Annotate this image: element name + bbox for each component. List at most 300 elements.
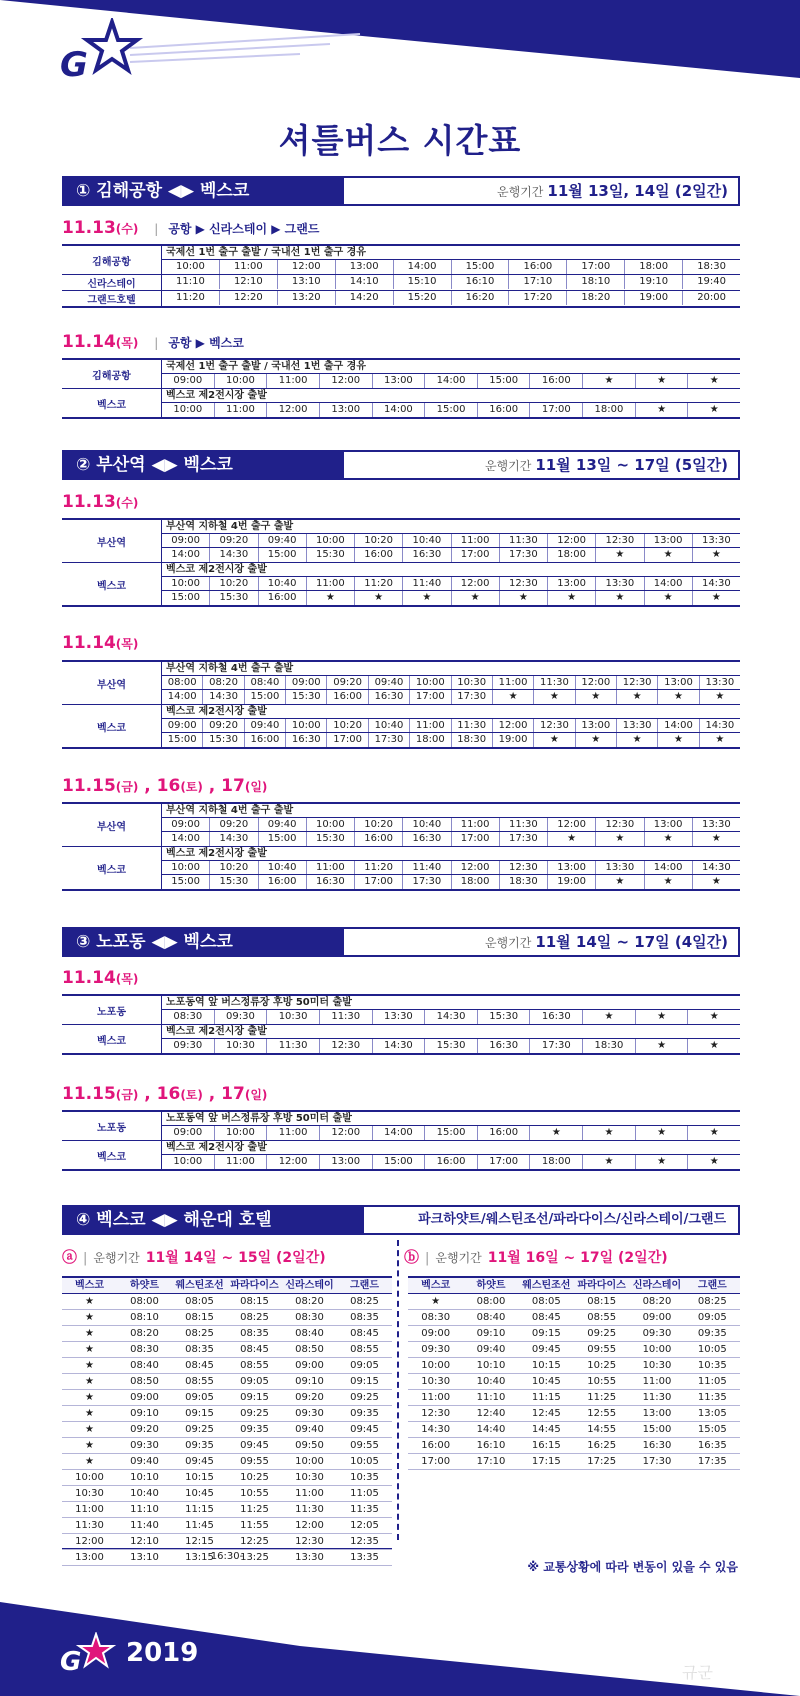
departure-time: 09:40	[245, 719, 286, 732]
table-cell: 08:45	[350, 1328, 379, 1339]
departure-time: ★	[711, 549, 721, 560]
departure-time: 16:30	[369, 690, 410, 704]
departure-time: 11:20	[355, 861, 403, 874]
departure-note: 노포동역 앞 버스정류장 후방 50미터 출발	[162, 1112, 740, 1126]
station-times	[162, 1112, 740, 1140]
departure-time: 12:00	[548, 534, 596, 547]
table-cell: 09:10	[476, 1328, 506, 1339]
departure-note: 노포동역 앞 버스정류장 후방 50미터 출발	[162, 996, 740, 1010]
departure-time: 13:00	[645, 534, 693, 547]
table-cell: ★	[85, 1296, 94, 1307]
departure-time: 19:10	[625, 275, 683, 289]
departure-time: 10:20	[355, 534, 403, 547]
table-cell: 09:05	[697, 1312, 727, 1323]
departure-time: 14:00	[373, 403, 426, 417]
table-cell: ★	[85, 1456, 94, 1467]
departure-time: 14:00	[425, 374, 478, 388]
departure-time: 15:00	[425, 403, 478, 417]
departure-time: 13:30	[596, 861, 644, 874]
table-cell: 09:15	[531, 1328, 561, 1339]
station-label: 부산역	[62, 662, 162, 704]
table-cell: ★	[85, 1392, 94, 1403]
departure-time: 11:30	[534, 676, 575, 689]
departure-time: 10:20	[355, 818, 403, 831]
departure-time: 10:00	[410, 676, 451, 689]
station-row	[62, 389, 740, 419]
station-times	[162, 996, 740, 1024]
departure-note: 국제선 1번 출구 출발 / 국내선 1번 출구 경유	[162, 246, 740, 260]
departure-time: 12:00	[548, 818, 596, 831]
table-cell: 08:20	[295, 1296, 324, 1307]
departure-time: 09:00	[162, 818, 210, 831]
table-cell: 13:05	[697, 1408, 727, 1419]
table-cell: 11:25	[587, 1392, 617, 1403]
table-cell: 14:55	[587, 1424, 617, 1435]
station-row	[62, 360, 740, 389]
departure-time: ★	[596, 548, 644, 562]
departure-time: ★	[709, 1127, 719, 1138]
table-cell: 09:55	[240, 1456, 269, 1467]
table-cell: 17:35	[697, 1456, 727, 1467]
table-cell: 13:15	[185, 1552, 214, 1563]
table-row	[62, 1294, 392, 1310]
departure-time: 15:00	[259, 548, 307, 562]
sub-head-b: ⓑ | 운행기간 11월 16일 ~ 17일 (2일간)	[404, 1248, 668, 1266]
departure-time: 11:20	[162, 291, 220, 305]
departure-time: 17:30	[369, 733, 410, 747]
section-3-title: ③ 노포동 ◀▶ 벡스코	[64, 929, 344, 955]
table-cell: 09:55	[587, 1344, 617, 1355]
table-header	[408, 1278, 740, 1294]
table-cell: 09:45	[531, 1344, 561, 1355]
table-cell: 08:25	[697, 1296, 727, 1307]
departure-time: ★	[636, 1039, 689, 1053]
departure-time: 12:00	[267, 403, 320, 417]
departure-time: ★	[534, 733, 575, 747]
station-label: 신라스테이	[62, 275, 162, 290]
station-row	[62, 246, 740, 275]
table-cell: 08:15	[185, 1312, 214, 1323]
departure-time: 20:00	[697, 292, 727, 303]
table-cell: 16:00	[421, 1440, 451, 1451]
table-cell: ★	[85, 1344, 94, 1355]
table-cell: 10:55	[240, 1488, 269, 1499]
station-label: 노포동	[62, 1112, 162, 1140]
station-label: 벡스코	[62, 847, 162, 889]
table-cell: 09:40	[295, 1424, 324, 1435]
section-2-header	[62, 450, 740, 480]
station-label: 그랜드호텔	[62, 291, 162, 306]
departure-time: 09:00	[162, 719, 203, 732]
table-cell: 08:40	[130, 1360, 159, 1371]
station-label: 벡스코	[62, 1025, 162, 1053]
departure-time: 10:00	[162, 1155, 215, 1169]
table-cell: 16:30	[642, 1440, 672, 1451]
table-cell: 09:45	[350, 1424, 379, 1435]
departure-time: 11:30	[267, 1039, 320, 1053]
last-departure-label: 16:30-	[62, 1548, 392, 1562]
table-cell: 08:40	[476, 1312, 506, 1323]
table-cell: 09:35	[185, 1440, 214, 1451]
station-label: 부산역	[62, 520, 162, 562]
table-cell: 12:35	[350, 1536, 379, 1547]
day-heading: 11.13(수)	[62, 492, 139, 512]
table-row	[62, 1326, 392, 1342]
table-cell: 10:40	[476, 1376, 506, 1387]
departure-time: 14:30	[373, 1039, 426, 1053]
table-row	[62, 1390, 392, 1406]
departure-time: 12:20	[220, 291, 278, 305]
table-row	[62, 1454, 392, 1470]
departure-time: ★	[548, 832, 596, 846]
station-times	[162, 389, 740, 417]
column-header: 하얏트	[476, 1280, 506, 1291]
station-label: 벡스코	[62, 563, 162, 605]
column-header: 벡스코	[75, 1280, 104, 1291]
departure-time: 11:20	[355, 577, 403, 590]
table-row	[408, 1358, 740, 1374]
section-1-header	[62, 176, 740, 206]
column-header: 그랜드	[350, 1280, 379, 1291]
departure-time: 17:30	[403, 875, 451, 889]
column-header: 웨스틴조선	[522, 1280, 571, 1291]
departure-time: 10:00	[162, 403, 215, 417]
table-cell: 08:25	[350, 1296, 379, 1307]
departure-time: 18:10	[567, 275, 625, 289]
departure-time: 16:00	[259, 875, 307, 889]
section-4-hotels: 파크하얏트/웨스틴조선/파라다이스/신라스테이/그랜드	[418, 1212, 726, 1227]
time-row	[162, 1126, 740, 1140]
svg-text:G: G	[60, 1647, 82, 1674]
departure-time: 15:00	[162, 591, 210, 605]
departure-time: ★	[645, 591, 693, 605]
station-row	[62, 1112, 740, 1141]
station-times	[162, 563, 740, 605]
departure-time: 14:10	[336, 275, 394, 289]
departure-time: 11:00	[215, 403, 268, 417]
table-row	[408, 1294, 740, 1310]
table-a	[62, 1276, 392, 1566]
table-cell: 12:15	[185, 1536, 214, 1547]
departure-time: 13:30	[373, 1010, 426, 1024]
table-cell: 10:35	[697, 1360, 727, 1371]
table-cell: 09:00	[642, 1312, 672, 1323]
departure-time: 18:30	[452, 733, 493, 747]
table-cell: 13:35	[350, 1552, 379, 1563]
departure-time: 16:10	[452, 275, 510, 289]
departure-time: 18:00	[410, 733, 451, 747]
footer-logo	[60, 1632, 198, 1674]
table-row	[62, 1374, 392, 1390]
table-cell: 10:35	[350, 1472, 379, 1483]
departure-time: 15:30	[286, 690, 327, 704]
departure-time: 11:00	[267, 1126, 320, 1140]
time-row	[162, 374, 740, 388]
table-cell: 10:15	[185, 1472, 214, 1483]
departure-time: 15:00	[245, 690, 286, 704]
table-cell: 09:45	[185, 1456, 214, 1467]
departure-time: 11:00	[307, 577, 355, 590]
departure-time: 11:00	[493, 676, 534, 689]
table-cell: 10:10	[130, 1472, 159, 1483]
departure-time: ★	[711, 592, 721, 603]
departure-time: 13:30	[701, 819, 731, 830]
station-label: 벡스코	[62, 389, 162, 417]
station-row	[62, 1141, 740, 1171]
departure-time: 11:30	[500, 818, 548, 831]
timetable	[62, 518, 740, 607]
departure-note: 부산역 지하철 4번 출구 출발	[162, 662, 740, 676]
departure-time: 17:00	[452, 832, 500, 846]
departure-time: 13:30	[596, 577, 644, 590]
departure-time: ★	[709, 1156, 719, 1167]
station-times	[162, 662, 740, 704]
departure-time: 12:00	[267, 1155, 320, 1169]
time-row	[162, 1155, 740, 1169]
table-cell: 08:55	[587, 1312, 617, 1323]
table-cell: 15:00	[642, 1424, 672, 1435]
departure-time: 14:30	[210, 832, 258, 846]
departure-time: 17:30	[500, 832, 548, 846]
table-cell: 09:15	[240, 1392, 269, 1403]
departure-time: 18:00	[625, 260, 683, 274]
departure-time: 17:00	[530, 403, 583, 417]
departure-time: 18:30	[697, 261, 727, 272]
timetable	[62, 660, 740, 749]
station-row	[62, 275, 740, 291]
table-cell: 09:05	[350, 1360, 379, 1371]
departure-time: 10:00	[162, 577, 210, 590]
departure-time: 08:00	[162, 676, 203, 689]
departure-time: ★	[493, 690, 534, 704]
departure-time: 15:00	[162, 875, 210, 889]
departure-time: ★	[617, 690, 658, 704]
table-cell: 10:30	[421, 1376, 451, 1387]
departure-time: 11:00	[410, 719, 451, 732]
table-row	[62, 1310, 392, 1326]
departure-time: 13:00	[320, 1155, 373, 1169]
departure-time: ★	[307, 591, 355, 605]
departure-time: 12:30	[596, 818, 644, 831]
departure-time: 12:00	[493, 719, 534, 732]
departure-time: 11:30	[500, 534, 548, 547]
departure-time: 13:00	[320, 403, 373, 417]
station-row	[62, 662, 740, 705]
table-cell: 10:30	[642, 1360, 672, 1371]
departure-time: 16:30	[403, 548, 451, 562]
table-cell: 16:10	[476, 1440, 506, 1451]
departure-time: 17:00	[452, 548, 500, 562]
table-cell: 08:15	[240, 1296, 269, 1307]
departure-time: ★	[709, 404, 719, 415]
table-cell: 14:30	[421, 1424, 451, 1435]
departure-time: 16:30	[530, 1010, 583, 1024]
table-cell: 17:15	[531, 1456, 561, 1467]
departure-time: 10:40	[259, 577, 307, 590]
table-cell: 09:35	[240, 1424, 269, 1435]
departure-time: 17:00	[327, 733, 368, 747]
departure-time: ★	[355, 591, 403, 605]
table-b	[408, 1276, 740, 1470]
departure-time: 13:30	[705, 677, 735, 688]
table-cell: 13:00	[75, 1552, 104, 1563]
departure-time: 12:00	[320, 1126, 373, 1140]
station-row	[62, 996, 740, 1025]
departure-time: 15:30	[478, 1010, 531, 1024]
departure-note: 부산역 지하철 4번 출구 출발	[162, 520, 740, 534]
departure-time: ★	[596, 591, 644, 605]
departure-time: 16:00	[478, 403, 531, 417]
table-cell: 09:40	[476, 1344, 506, 1355]
station-times	[162, 291, 740, 306]
table-cell: 12:45	[531, 1408, 561, 1419]
station-row	[62, 563, 740, 607]
time-row	[162, 676, 740, 690]
table-cell: 08:50	[130, 1376, 159, 1387]
departure-time: 16:00	[509, 260, 567, 274]
station-times	[162, 1141, 740, 1169]
departure-time: ★	[711, 833, 721, 844]
departure-time: ★	[711, 876, 721, 887]
departure-time: ★	[709, 375, 719, 386]
departure-note: 부산역 지하철 4번 출구 출발	[162, 804, 740, 818]
column-header: 벡스코	[421, 1280, 451, 1291]
time-row	[162, 577, 740, 591]
time-row	[162, 690, 740, 704]
departure-time: 12:00	[452, 577, 500, 590]
table-cell: 16:25	[587, 1440, 617, 1451]
table-row	[62, 1438, 392, 1454]
departure-time: 16:00	[245, 733, 286, 747]
departure-time: 17:30	[530, 1039, 583, 1053]
table-cell: 17:10	[476, 1456, 506, 1467]
table-cell: 08:35	[350, 1312, 379, 1323]
table-cell: 08:30	[295, 1312, 324, 1323]
departure-time: ★	[715, 691, 725, 702]
departure-time: 17:10	[509, 275, 567, 289]
table-row	[408, 1374, 740, 1390]
table-cell: 10:25	[587, 1360, 617, 1371]
section-3-header	[62, 927, 740, 957]
section-2-period: 운행기간 11월 13일 ~ 17일 (5일간)	[484, 456, 728, 474]
departure-time: ★	[636, 1126, 689, 1140]
table-cell: ★	[85, 1440, 94, 1451]
departure-time: 17:30	[500, 548, 548, 562]
station-times	[162, 360, 740, 388]
table-cell: 11:30	[642, 1392, 672, 1403]
table-cell: 08:25	[240, 1312, 269, 1323]
departure-time: ★	[617, 733, 658, 747]
table-cell: 11:00	[75, 1504, 104, 1515]
departure-time: 16:30	[478, 1039, 531, 1053]
table-row	[408, 1390, 740, 1406]
time-row	[162, 534, 740, 548]
departure-time: ★	[636, 1010, 689, 1024]
table-row	[62, 1358, 392, 1374]
table-cell: 10:05	[697, 1344, 727, 1355]
departure-time: 10:00	[162, 260, 220, 274]
departure-time: ★	[403, 591, 451, 605]
table-cell: 08:55	[185, 1376, 214, 1387]
departure-time: 17:20	[509, 291, 567, 305]
time-row	[162, 1039, 740, 1053]
table-cell: 09:00	[421, 1328, 451, 1339]
table-cell: 11:10	[476, 1392, 506, 1403]
departure-time: ★	[452, 591, 500, 605]
departure-time: 18:30	[583, 1039, 636, 1053]
table-cell: 08:45	[531, 1312, 561, 1323]
departure-time: 15:30	[210, 591, 258, 605]
table-cell: 10:45	[185, 1488, 214, 1499]
departure-time: ★	[583, 374, 636, 388]
departure-time: ★	[645, 875, 693, 889]
station-times	[162, 246, 740, 274]
departure-time: ★	[658, 690, 699, 704]
departure-time: 13:00	[645, 818, 693, 831]
sub-head-a: ⓐ | 운행기간 11월 14일 ~ 15일 (2일간)	[62, 1248, 326, 1266]
section-4-header	[62, 1205, 740, 1235]
table-cell: 11:35	[697, 1392, 727, 1403]
table-cell: 10:00	[295, 1456, 324, 1467]
departure-note: 벡스코 제2전시장 출발	[162, 1141, 740, 1155]
departure-time: 10:20	[210, 861, 258, 874]
departure-time: 12:30	[534, 719, 575, 732]
departure-time: ★	[530, 1126, 583, 1140]
station-label: 노포동	[62, 996, 162, 1024]
table-cell: 11:00	[642, 1376, 672, 1387]
departure-time: 14:30	[705, 720, 735, 731]
departure-time: 14:00	[645, 861, 693, 874]
departure-time: 10:40	[259, 861, 307, 874]
time-row	[162, 818, 740, 832]
departure-time: 10:00	[215, 1126, 268, 1140]
departure-time: 09:00	[162, 374, 215, 388]
departure-time: 12:30	[500, 577, 548, 590]
departure-time: 16:30	[286, 733, 327, 747]
table-cell: 09:10	[130, 1408, 159, 1419]
station-label: 벡스코	[62, 1141, 162, 1169]
departure-note: 벡스코 제2전시장 출발	[162, 847, 740, 861]
departure-time: 12:30	[617, 676, 658, 689]
day-heading: 11.14(목)	[62, 968, 139, 988]
departure-time: 19:00	[625, 291, 683, 305]
departure-time: 13:30	[701, 535, 731, 546]
table-cell: 13:30	[295, 1552, 324, 1563]
departure-time: 13:00	[658, 676, 699, 689]
time-row	[162, 260, 740, 274]
departure-time: 13:00	[373, 374, 426, 388]
time-row	[162, 403, 740, 417]
departure-note: 국제선 1번 출구 출발 / 국내선 1번 출구 경유	[162, 360, 740, 374]
time-row	[162, 275, 740, 289]
timetable	[62, 358, 740, 419]
time-row	[162, 548, 740, 562]
departure-time: 09:20	[210, 534, 258, 547]
departure-time: 14:00	[162, 690, 203, 704]
departure-time: 18:00	[530, 1155, 583, 1169]
table-cell: 09:30	[130, 1440, 159, 1451]
table-cell: 12:30	[421, 1408, 451, 1419]
departure-time: ★	[636, 374, 689, 388]
gstar-logo-icon	[60, 1632, 120, 1674]
departure-time: 11:40	[403, 861, 451, 874]
departure-time: ★	[636, 1155, 689, 1169]
time-row	[162, 591, 740, 605]
table-cell: 10:40	[130, 1488, 159, 1499]
table-row	[62, 1422, 392, 1438]
departure-time: 09:00	[286, 676, 327, 689]
table-cell: 11:15	[185, 1504, 214, 1515]
